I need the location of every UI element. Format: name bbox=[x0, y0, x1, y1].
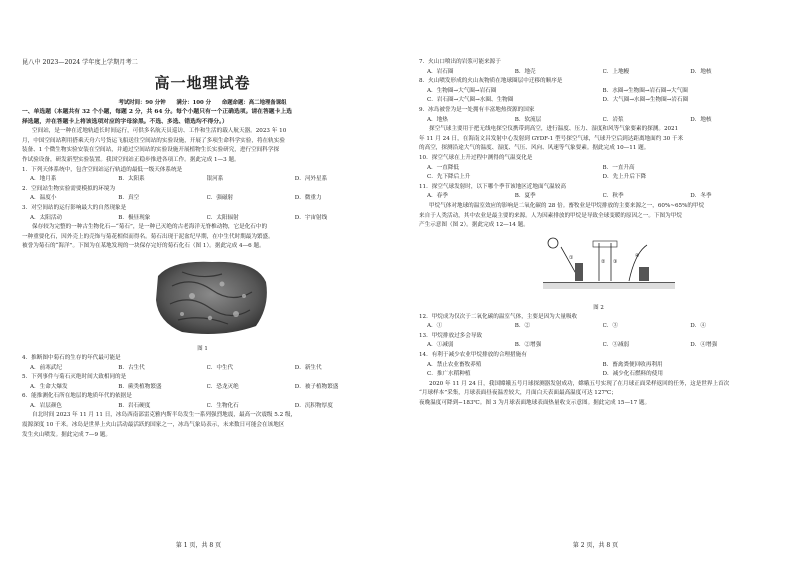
options-row bbox=[419, 322, 778, 332]
option[interactable]: B．②增强 bbox=[514, 342, 542, 349]
fossil-image bbox=[152, 256, 272, 338]
options-row bbox=[419, 361, 778, 371]
option[interactable]: B．岩石硬度 bbox=[118, 402, 151, 409]
question-stem: 12．甲烷成为仅次于二氧化碳的温室气体，主要是因为大量吸收 bbox=[419, 313, 578, 320]
option[interactable]: D．微重力 bbox=[294, 195, 322, 202]
page-footer: 第 1 页，共 8 页 bbox=[175, 542, 222, 549]
question-stem: 1．下列天体系统中，包含空间站运行轨道的最低一级天体系统是 bbox=[22, 166, 183, 173]
option[interactable]: C．先下降后上升 bbox=[427, 174, 471, 181]
option[interactable]: C．岩石圈→大气圈→水圈、生物圈 bbox=[427, 97, 514, 104]
passage-line: 作试验设备，研发新型实验装置。我国空间站正稳步推进各项工作。据此完成 1—3 题。 bbox=[22, 156, 240, 163]
option[interactable]: B．古生代 bbox=[118, 364, 145, 371]
exam-header: 昆八中 2023—2024 学年度上学期月考二 bbox=[22, 59, 138, 66]
question-stem: 11．探空气球发射时，以下哪个季节该地区近地面气温较高 bbox=[419, 183, 566, 190]
option[interactable]: B．② bbox=[514, 323, 531, 330]
option[interactable]: A．岩层颜色 bbox=[30, 402, 63, 409]
question-stem: 4．推断图中菊石的生存的年代最可能是 bbox=[22, 354, 121, 361]
option[interactable]: A．岩石圈 bbox=[427, 68, 454, 75]
passage-line: 装备、1 个微生物实验安装在空间站，并通过空间站的实验设施开展植物生长实验研究，进行空间科学探 bbox=[22, 147, 280, 154]
option[interactable]: D．④增强 bbox=[690, 342, 718, 349]
figure-caption: 图 2 bbox=[593, 304, 604, 311]
option[interactable]: A．地热 bbox=[427, 116, 448, 123]
passage-line: 空间站，是一种在近地轨道长时间运行，可供多名航天员巡访、工作和生活的载人航天器。2023 年 10 bbox=[32, 128, 287, 135]
passage-line: 年 11 月 24 日，在海南文昌发射中心发射到 GYDF-1 型号探空气球，气球升空后到达距离地面约 30 千米 bbox=[419, 135, 684, 142]
option[interactable]: A．地月系 bbox=[30, 176, 57, 183]
options-row bbox=[22, 402, 383, 412]
options-row bbox=[419, 164, 778, 174]
option[interactable]: D．先上升后下降 bbox=[602, 174, 647, 181]
passage-line: 自北时间 2023 年 11 月 11 日，冰岛西南部雷克雅内斯半岛发生一系列强烈地震，最高一次震级 5.2 级， bbox=[32, 412, 297, 419]
option[interactable]: A．禁止农业畜牧养殖 bbox=[427, 361, 482, 368]
exam-info: 考试时间：90 分钟 满分：100 分 命题命题：高二地理备课组 bbox=[118, 100, 287, 106]
option[interactable]: D．新生代 bbox=[294, 364, 322, 371]
passage-line: 月，中国空间站利用搭乘天舟六号货运飞船送往空间站的实验设施，开展了多项生命科学实验，将在轨实验 bbox=[22, 137, 285, 144]
option[interactable]: C．强磁射 bbox=[206, 195, 234, 202]
question-stem: 9．冰岛被誉为是一处拥有丰富地热资源的国家 bbox=[419, 106, 535, 113]
option[interactable]: A．一直降低 bbox=[427, 164, 460, 171]
option[interactable]: D．大气圈→水圈→生物圈→岩石圈 bbox=[602, 97, 689, 104]
question-stem: 10．探空气球在上升过程中测得的气温变化是 bbox=[419, 154, 533, 161]
option[interactable]: C．恐龙灭绝 bbox=[206, 383, 239, 390]
passage-line: 发生火山喷发。据此完成 7—9 题。 bbox=[22, 431, 111, 438]
option[interactable]: C．推广水稻种植 bbox=[427, 371, 471, 378]
options-row bbox=[22, 175, 383, 185]
question-stem: 3．对空间站的运行影响最大的自然现象是 bbox=[22, 204, 127, 211]
svg-text:③: ③ bbox=[613, 258, 618, 265]
option[interactable]: B．极昼现象 bbox=[118, 214, 151, 221]
option[interactable]: C．岩浆 bbox=[602, 116, 624, 123]
option[interactable]: C．生物化石 bbox=[206, 402, 239, 409]
passage-line: 产生示意图（图 2）。据此完成 12—14 题。 bbox=[419, 222, 529, 229]
options-row bbox=[419, 341, 778, 351]
passage-line: 探空气球主要用于把无线电探空仪携带到高空，进行温度、压力、湿度和风等气象要素的探测。2021 bbox=[429, 126, 679, 133]
question-stem: 8．火山喷发形成的火山灰物质在地球圈层中迁移的顺序是 bbox=[419, 78, 563, 85]
option[interactable]: A．温度小 bbox=[30, 195, 57, 202]
option[interactable]: B．太阳系 bbox=[118, 176, 145, 183]
option[interactable]: C．中生代 bbox=[206, 364, 234, 371]
exam-title: 高一地理试卷 bbox=[154, 74, 251, 92]
svg-text:①: ① bbox=[569, 254, 574, 261]
page-footer: 第 2 页，共 8 页 bbox=[572, 542, 619, 549]
passage-line: 保存较为完整的一种古生物化石—“菊石”，是一种已灭绝的古老海洋无脊椎动物，它是化石中的 bbox=[32, 224, 268, 231]
option[interactable]: B．夏季 bbox=[514, 193, 536, 200]
page-right bbox=[397, 0, 794, 561]
passage-line: 夜晚温度可降到−183℃。图 3 为月球表面地球表面热量收支示意图。据此完成 15—17 题。 bbox=[419, 400, 651, 407]
option[interactable]: C．太阳辐射 bbox=[206, 214, 239, 221]
option[interactable]: D．宇宙射线 bbox=[294, 214, 328, 221]
options-row bbox=[419, 87, 778, 97]
option[interactable]: D．冬季 bbox=[690, 193, 712, 200]
option[interactable]: A．①减弱 bbox=[427, 342, 454, 349]
figure-caption: 图 1 bbox=[197, 345, 208, 352]
option[interactable]: C．上地幔 bbox=[602, 68, 630, 75]
option[interactable]: C．秋季 bbox=[602, 193, 624, 200]
question-stem: 6．能推测化石所在地层的地质年代的依据是 bbox=[22, 393, 132, 400]
option[interactable]: D．河外星系 bbox=[294, 176, 328, 183]
passage-line: 2020 年 11 月 24 日，我国嫦娥五号月球探测器发射成功，嫦娥五号实现了在月球正面采样返回的任务，这是世界上首次 bbox=[429, 380, 730, 387]
question-stem: 7．火山口喷出的岩浆可能来源于 bbox=[419, 59, 501, 65]
option[interactable]: B．一直升高 bbox=[602, 164, 635, 171]
question-stem: 14．有利于减少农业甲烷排放的合理措施有 bbox=[419, 352, 527, 359]
option[interactable]: A．太阳活动 bbox=[30, 214, 63, 221]
question-stem: 5．下列事件与菊石灭绝时间大致相同的是 bbox=[22, 374, 127, 381]
option[interactable]: C．③ bbox=[602, 323, 618, 330]
option[interactable]: D．地核 bbox=[690, 68, 712, 75]
options-row bbox=[419, 116, 778, 126]
option[interactable]: D．地核 bbox=[690, 116, 712, 123]
option[interactable]: B．蕨类植物繁盛 bbox=[118, 383, 162, 390]
option[interactable]: B．水圈→生物圈→岩石圈→大气圈 bbox=[602, 87, 688, 94]
passage-line: 来自于人类活动，其中农业是最主要的来源。人为因素排放的甲烷是导致全球变暖的原因之一。下图为甲烷 bbox=[419, 212, 682, 219]
option[interactable]: D．④ bbox=[690, 323, 706, 330]
greenhouse-diagram bbox=[539, 233, 679, 297]
passage-line: 的高空，探测沿途大气的温度、湿度、气压、风向、风速等气象要素。据此完成 10—11 题。 bbox=[419, 145, 650, 152]
options-row bbox=[419, 96, 778, 106]
option[interactable]: C．③减弱 bbox=[602, 342, 630, 349]
question-stem: 2．空间站生物实验需要模拟的环境为 bbox=[22, 185, 116, 192]
option[interactable]: D．减少化石燃料的使用 bbox=[602, 371, 663, 378]
options-row bbox=[22, 383, 383, 393]
option[interactable]: A．春季 bbox=[427, 193, 448, 200]
passage-line: “月球样本”采集，月球表面昼夜温差较大，月面白天表面最高温度可达 127℃； bbox=[419, 390, 617, 397]
question-stem: 13．甲烷排放过多会导致 bbox=[419, 332, 483, 339]
option[interactable]: 银河系 bbox=[206, 176, 224, 183]
option[interactable]: B．软流层 bbox=[514, 116, 542, 123]
option[interactable]: B．地壳 bbox=[514, 68, 536, 75]
passage-line: 震源深度 10 千米。冰岛是世界上火山活动最活跃的国家之一，冰岛气象局表示，未来数日可能会在该地区 bbox=[22, 422, 285, 429]
passage-line: 甲烷气体对地球的温室效应的影响是二氧化碳的 28 倍。畜牧业是甲烷排放的主要来源之一，60%~65%的甲烷 bbox=[429, 202, 705, 209]
svg-text:②: ② bbox=[601, 258, 606, 265]
option[interactable]: A．前寒武纪 bbox=[30, 364, 63, 371]
options-row bbox=[22, 214, 383, 224]
option[interactable]: B．真空 bbox=[118, 195, 140, 202]
options-row bbox=[419, 173, 778, 183]
passage-line: 一种重要化石，因外壳上的壳饰与菊花相似而得名。菊石出现于泥盆纪早期，在中生代时期最为繁盛。 bbox=[22, 233, 274, 240]
option[interactable]: B．畜禽粪便回收再利用 bbox=[602, 361, 663, 368]
options-row bbox=[22, 194, 383, 204]
option[interactable]: D．被子植物繁盛 bbox=[294, 383, 339, 390]
svg-text:④: ④ bbox=[635, 252, 640, 259]
section-line: 择选题，并在答题卡上将该选项对应的字母涂黑。不选、多选、错选均不得分。） bbox=[22, 118, 228, 125]
option[interactable]: A．生物圈→大气圈→岩石圈 bbox=[427, 87, 497, 94]
options-row bbox=[419, 370, 778, 380]
options-row bbox=[419, 68, 778, 78]
options-row bbox=[419, 192, 778, 202]
option[interactable]: A．生命大爆发 bbox=[30, 383, 68, 390]
passage-line: 被誉为菊石的“海洋”。下图为在某地发现的一块保存完好的菊石化石（图 1）。据此完成 4—6 题。 bbox=[22, 243, 265, 250]
options-row bbox=[22, 364, 383, 374]
option[interactable]: D．沉积物厚度 bbox=[294, 402, 333, 409]
option[interactable]: A．① bbox=[427, 323, 443, 330]
section-line: 一、单选题（本题共有 32 个小题，每题 2 分，共 64 分。每个小题只有一个正确选项。请在答题卡上选 bbox=[22, 109, 292, 115]
